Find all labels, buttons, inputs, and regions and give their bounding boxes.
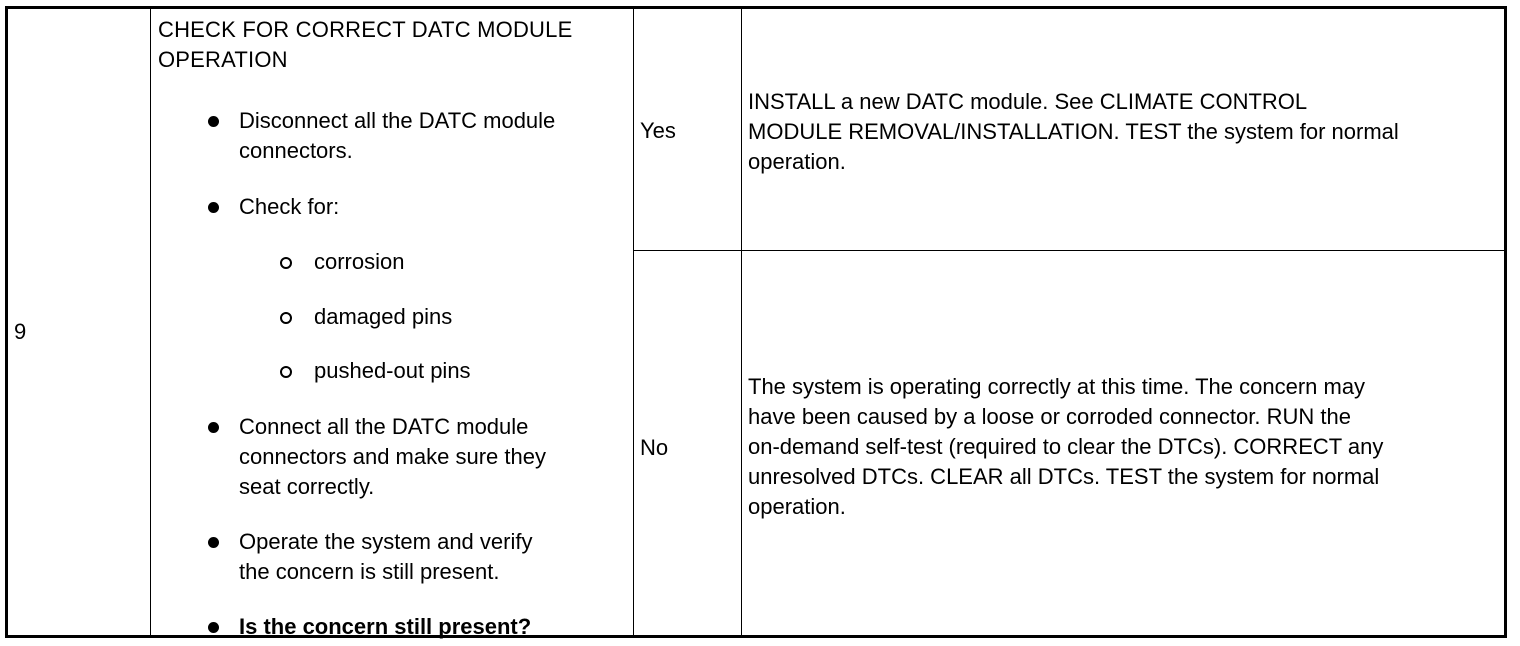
sub-item-text: corrosion: [314, 249, 405, 274]
answer-no-action: [748, 372, 1383, 522]
column-divider-check: [633, 9, 634, 635]
bullet-text: [239, 527, 629, 587]
bullet-dot-icon: [208, 422, 219, 433]
bullet-line: the concern is still present.: [239, 559, 500, 584]
bullet-line: seat correctly.: [239, 474, 375, 499]
action-line: unresolved DTCs. CLEAR all DTCs. TEST the system for normal: [748, 464, 1380, 489]
bullet-dot-icon: [208, 116, 219, 127]
bullet-dot-icon: [208, 537, 219, 548]
action-line: have been caused by a loose or corroded connector. RUN the: [748, 404, 1351, 429]
check-title: [158, 15, 628, 75]
action-line: MODULE REMOVAL/INSTALLATION. TEST the system for normal: [748, 119, 1399, 144]
bullet-text: [239, 412, 629, 502]
sub-item-text: damaged pins: [314, 304, 453, 329]
open-circle-bullet-icon: [280, 312, 292, 324]
open-circle-bullet-icon: [280, 257, 292, 269]
column-divider-step: [150, 9, 151, 635]
row-divider-yes-no: [633, 250, 1504, 251]
action-line: on-demand self-test (required to clear the DTCs). CORRECT any: [748, 434, 1384, 459]
answer-yes-action: [748, 87, 1399, 177]
check-cell: [158, 15, 628, 639]
step-number: 9: [14, 319, 27, 344]
bullet-line: Disconnect all the DATC module: [239, 108, 556, 133]
bullet-dot-icon: [208, 622, 219, 633]
check-title-line-1: CHECK FOR CORRECT DATC MODULE: [158, 17, 573, 42]
action-line: operation.: [748, 149, 846, 174]
bullet-text: [239, 106, 629, 166]
action-line: INSTALL a new DATC module. See CLIMATE CONTROL: [748, 89, 1308, 114]
bullet-line: connectors and make sure they: [239, 444, 546, 469]
action-line: The system is operating correctly at this time. The concern may: [748, 374, 1366, 399]
sub-item-text: pushed-out pins: [314, 358, 471, 383]
diagnostic-table: [5, 6, 1507, 638]
bullet-line: Connect all the DATC module: [239, 414, 529, 439]
bullet-text: Check for:: [239, 194, 340, 219]
bullet-dot-icon: [208, 202, 219, 213]
action-line: operation.: [748, 494, 846, 519]
bullet-line: Operate the system and verify: [239, 529, 533, 554]
bullet-question-text: Is the concern still present?: [239, 614, 532, 639]
column-divider-answer: [741, 9, 742, 635]
bullet-line: connectors.: [239, 138, 353, 163]
check-title-line-2: OPERATION: [158, 47, 288, 72]
open-circle-bullet-icon: [280, 366, 292, 378]
answer-no-label: No: [640, 435, 669, 460]
answer-yes-label: Yes: [640, 118, 676, 143]
